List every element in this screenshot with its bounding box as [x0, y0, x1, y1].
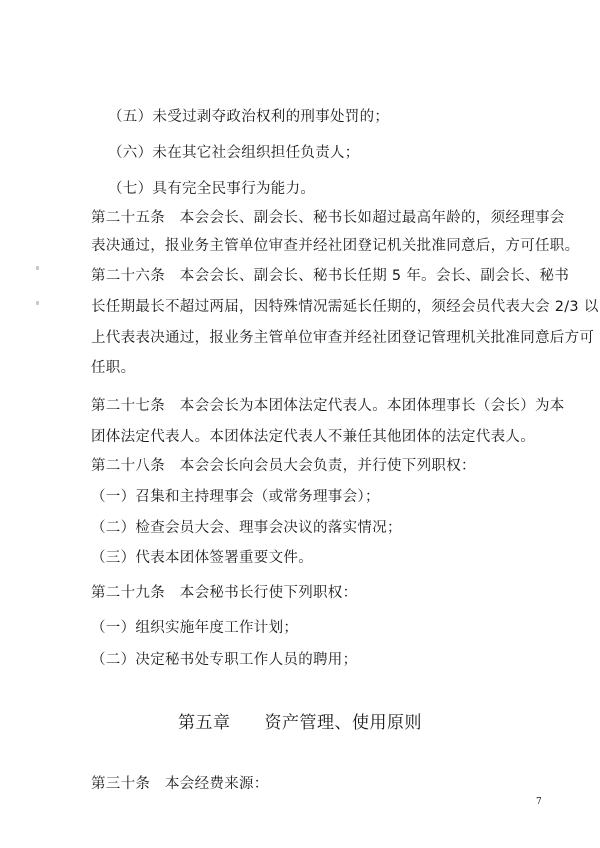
page-number: 7 [536, 797, 542, 807]
article-28-item-2: （二）检查会员大会、理事会决议的落实情况； [91, 520, 402, 536]
article-29-item-2: （二）决定秘书处专职工作人员的聘用； [91, 652, 358, 668]
article-28-item-1: （一）召集和主持理事会（或常务理事会）； [91, 489, 380, 505]
scan-speck [36, 301, 39, 305]
scan-speck [36, 266, 39, 270]
article-27-line-1: 第二十七条 本会会长为本团体法定代表人。本团体理事长（会长）为本 [91, 398, 565, 414]
article-27-line-2: 团体法定代表人。本团体法定代表人不兼任其他团体的法定代表人。 [91, 429, 535, 445]
chapter-heading [0, 712, 600, 734]
article-26-line-4: 任职。 [91, 360, 136, 376]
item-six: （六）未在其它社会组织担任负责人； [108, 145, 360, 161]
article-29-item-1: （一）组织实施年度工作计划； [91, 620, 299, 636]
chapter-title: 资产管理、使用原则 [264, 713, 422, 733]
article-26-line-1: 第二十六条 本会会长、副会长、秘书长任期 5 年。会长、副会长、秘书 [91, 268, 570, 284]
chapter-number: 第五章 [178, 713, 231, 733]
item-seven: （七）具有完全民事行为能力。 [108, 181, 316, 197]
article-29-line-1: 第二十九条 本会秘书长行使下列职权： [91, 585, 358, 601]
article-26-line-3: 上代表表决通过，报业务主管单位审查并经社团登记管理机关批准同意后方可 [91, 330, 595, 346]
article-28-line-1: 第二十八条 本会会长向会员大会负责，并行使下列职权： [91, 458, 476, 474]
article-25-line-2: 表决通过，报业务主管单位审查并经社团登记机关批准同意后，方可任职。 [91, 238, 580, 254]
article-25-line-1: 第二十五条 本会会长、副会长、秘书长如超过最高年龄的，须经理事会 [91, 210, 565, 226]
article-30-line-1: 第三十条 本会经费来源： [91, 776, 269, 792]
article-26-line-2: 长任期最长不超过两届，因特殊情况需延长任期的，须经会员代表大会 2/3 以 [91, 299, 599, 315]
article-28-item-3: （三）代表本团体签署重要文件。 [91, 550, 313, 566]
item-five: （五）未受过剥夺政治权利的刑事处罚的； [108, 109, 390, 125]
